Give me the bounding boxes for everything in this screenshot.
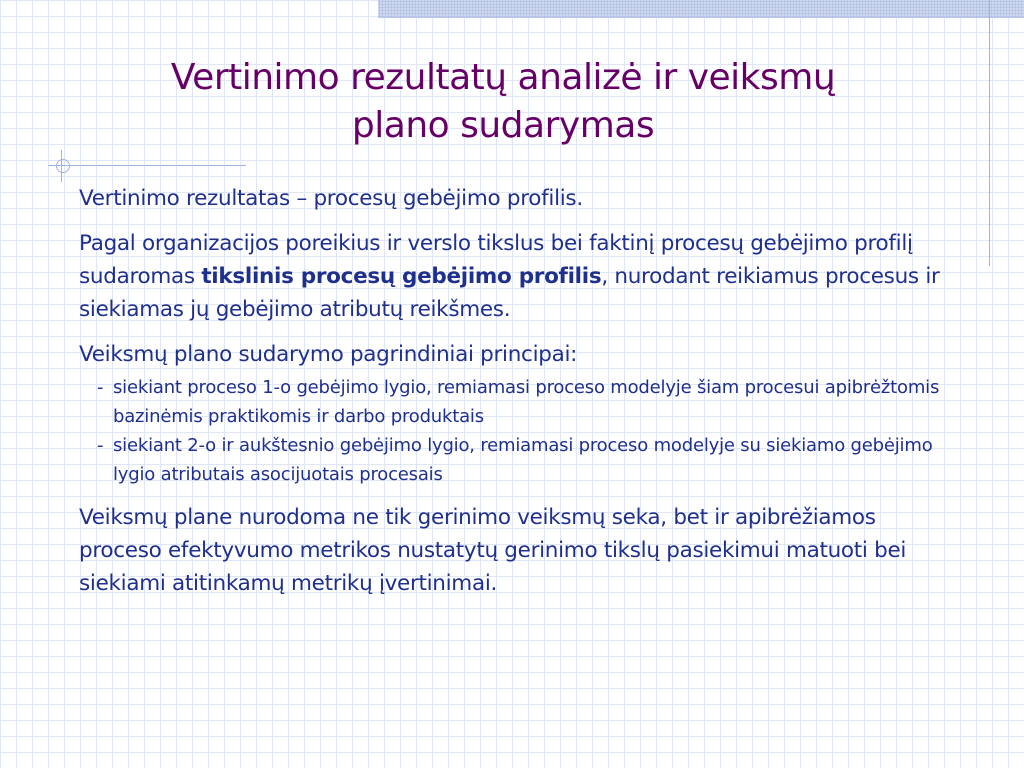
target-profile-term: tikslinis procesų gebėjimo profilis <box>201 264 602 289</box>
principle-text: siekiant proceso 1-o gebėjimo lygio, remiamasi proceso modelyje šiam procesui apibrėžtomis bazinėmis praktikomis ir darbo produktais <box>113 377 940 427</box>
list-dash: - <box>97 435 104 456</box>
slide-body <box>79 182 959 612</box>
list-dash: - <box>97 377 104 398</box>
slide-title-line-2: plano sudarymas <box>351 105 655 146</box>
right-vertical-rule <box>989 0 990 266</box>
paragraph-target-profile-tail: , nurodant reikiamus procesus ir siekiamas jų gebėjimo atributų reikšmes. <box>79 264 940 322</box>
principle-item <box>79 373 959 431</box>
paragraph-target-profile <box>79 227 959 326</box>
principles-heading: Veiksmų plano sudarymo pagrindiniai principai: <box>79 342 578 367</box>
left-horizontal-rule <box>48 165 246 166</box>
paragraph-target-profile-text: Pagal organizacijos poreikius ir verslo tikslus bei faktinį procesų gebėjimo profilį sudaromas <box>79 231 913 289</box>
slide-title <box>70 54 936 150</box>
paragraph-result-profile: Vertinimo rezultatas – procesų gebėjimo profilis. <box>79 186 583 211</box>
paragraph-action-plan: Veiksmų plane nurodoma ne tik gerinimo veiksmų seka, bet ir apibrėžiamos proceso efektyvumo metrikos nustatytų gerinimo tikslų pasiekimui matuoti bei siekiami atitinkamų metrikų įvertinimai. <box>79 505 907 596</box>
principle-text: siekiant 2-o ir aukštesnio gebėjimo lygio, remiamasi proceso modelyje su siekiamo gebėjimo lygio atributais asocijuotais procesais <box>113 435 933 485</box>
principles-list <box>79 373 959 489</box>
top-decorative-band <box>378 0 1024 18</box>
circle-ornament <box>56 159 70 173</box>
principle-item <box>79 431 959 489</box>
slide-title-line-1: Vertinimo rezultatų analizė ir veiksmų <box>170 57 836 98</box>
